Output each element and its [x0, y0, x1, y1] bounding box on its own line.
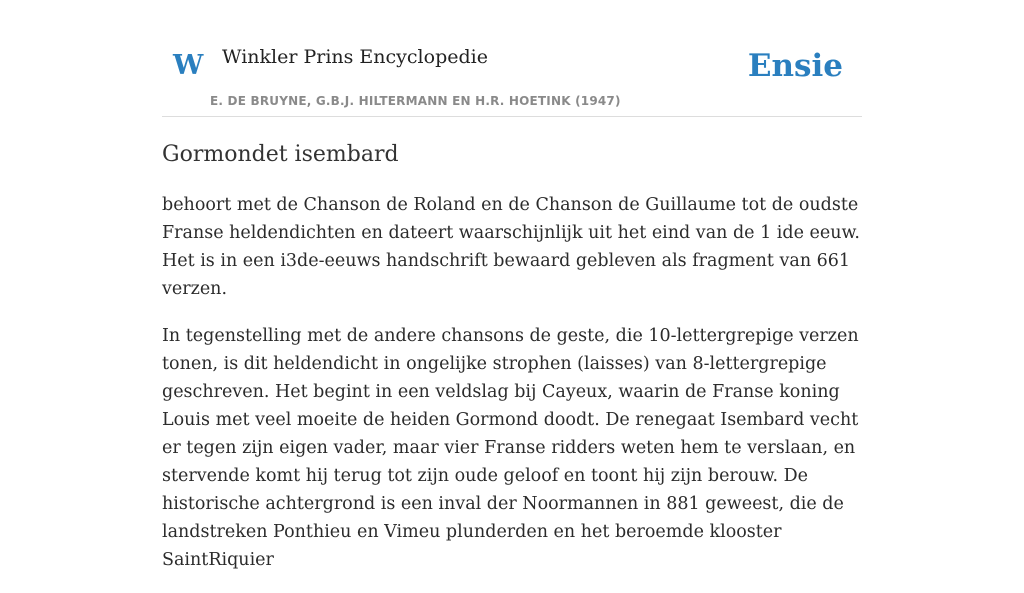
site-subtitle: E. DE BRUYNE, G.B.J. HILTERMANN EN H.R. HOETINK (1947): [210, 94, 621, 108]
article-paragraph: behoort met de Chanson de Roland en de Chanson de Guillaume tot de oudste Franse heldendichten en dateert waarschijnlijk uit het eind van de 1 ide eeuw. Het is in een i3de-eeuws handschrift bewaard gebleven als fragment van 661 verzen.: [162, 195, 860, 299]
winkler-prins-logo[interactable]: W: [173, 50, 204, 81]
ensie-logo-link[interactable]: Ensie: [747, 48, 843, 84]
article-title: Gormondet isembard: [162, 142, 399, 167]
article: [162, 139, 862, 593]
site-title: Winkler Prins Encyclopedie: [222, 46, 488, 68]
site-header: [162, 0, 862, 117]
article-paragraph: In tegenstelling met de andere chansons de geste, die 10-lettergrepige verzen tonen, is dit heldendicht in ongelijke strophen (laisses) van 8-lettergrepige geschreven. Het begint in een veldslag bij Cayeux, waarin de Franse koning Louis met veel moeite de heiden Gormond doodt. De renegaat Isembard vecht er tegen zijn eigen vader, maar vier Franse ridders weten hem te verslaan, en stervende komt hij terug tot zijn oude geloof en toont hij zijn berouw. De historische achtergrond is een inval der Noormannen in 881 geweest, die de landstreken Ponthieu en Vimeu plunderden en het beroemde klooster SaintRiquier: [162, 326, 859, 570]
